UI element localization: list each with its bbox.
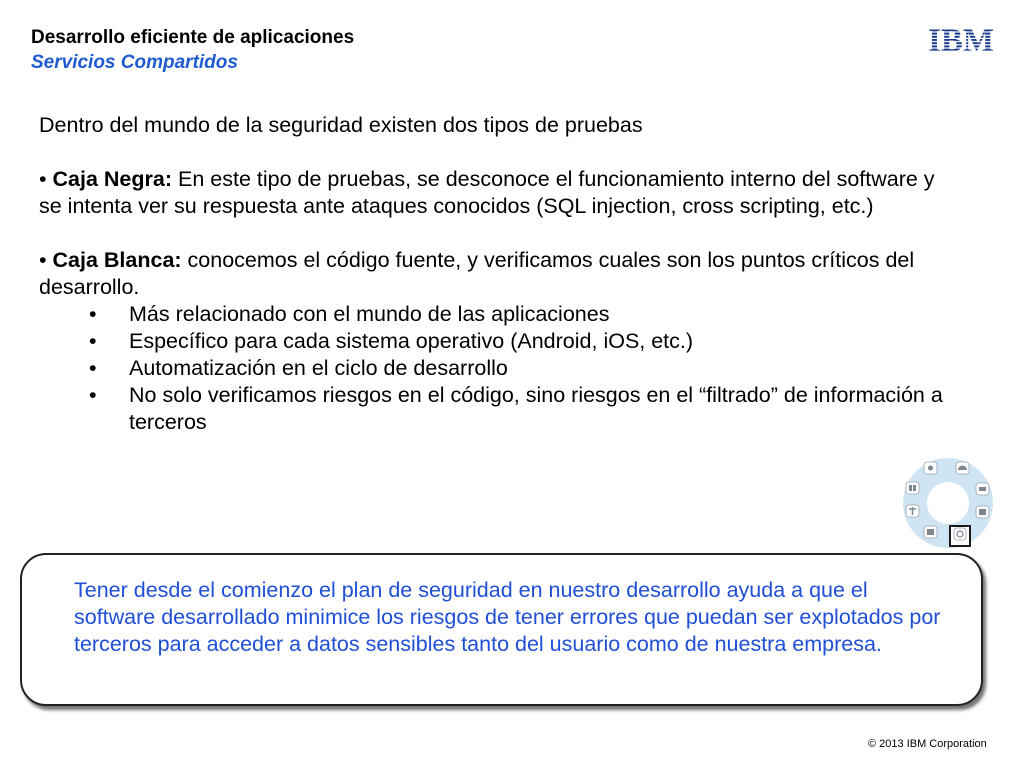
white-box-paragraph xyxy=(39,247,954,301)
black-box-term: Caja Negra: xyxy=(52,167,173,191)
bullet: • xyxy=(89,329,97,353)
black-box-paragraph xyxy=(39,166,954,220)
list-item: • Más relacionado con el mundo de las aplicaciones xyxy=(89,302,610,326)
white-box-description: conocemos el código fuente, y verificamos cuales son los puntos críticos del desarrollo. xyxy=(39,248,915,299)
main-content xyxy=(39,112,954,436)
white-box-term: Caja Blanca: xyxy=(52,248,182,272)
bullet: • xyxy=(89,302,97,326)
bullet: • xyxy=(89,356,97,380)
bullet: • xyxy=(89,383,97,407)
intro-text: Dentro del mundo de la seguridad existen dos tipos de pruebas xyxy=(39,113,643,137)
list-item: • Específico para cada sistema operativo (Android, iOS, etc.) xyxy=(89,329,694,353)
lifecycle-wheel-icon xyxy=(898,455,998,551)
bullet: • xyxy=(39,248,47,272)
list-item: • No solo verificamos riesgos en el código, sino riesgos en el “filtrado” de información a terceros xyxy=(89,383,943,434)
ibm-logo-text: IBM xyxy=(928,23,994,55)
list-item: • Automatización en el ciclo de desarrollo xyxy=(89,356,508,380)
white-box-sub-list xyxy=(39,301,954,436)
key-message-callout xyxy=(20,553,983,706)
black-box-description: En este tipo de pruebas, se desconoce el funcionamiento interno del software y se intenta ver su respuesta ante ataques conocidos (SQL injection, cross scripting, etc.) xyxy=(39,167,935,218)
copyright-footer: © 2013 IBM Corporation xyxy=(868,738,987,750)
page-title: Desarrollo eficiente de aplicaciones xyxy=(31,27,355,48)
bullet: • xyxy=(39,167,47,191)
page-subtitle: Servicios Compartidos xyxy=(31,52,238,73)
callout-text: Tener desde el comienzo el plan de seguridad en nuestro desarrollo ayuda a que el software desarrollado minimice los riesgos de tener errores que puedan ser explotados por terceros para acceder a datos sensibles tanto del usuario como de nuestra empresa. xyxy=(74,578,941,656)
ibm-logo xyxy=(926,23,996,55)
